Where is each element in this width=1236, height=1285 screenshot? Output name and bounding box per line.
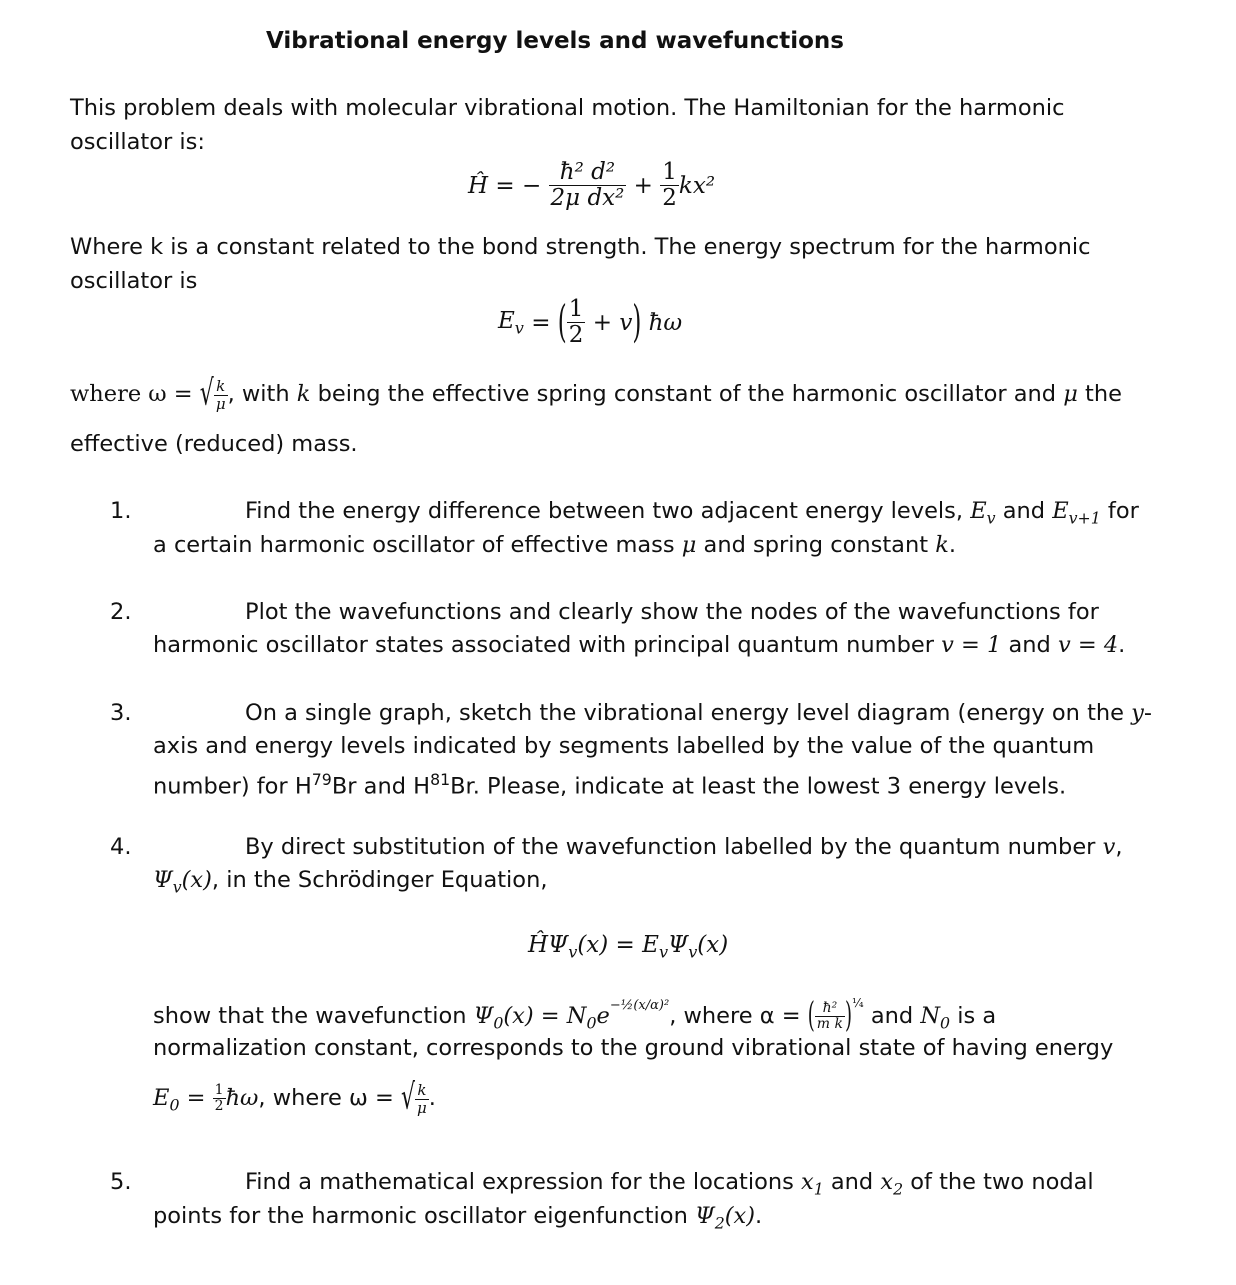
question-1-number: 1. — [110, 498, 132, 524]
hamiltonian-equation — [468, 160, 715, 212]
question-4-line-2: $\Psi_v(x)$, in the Schrödinger Equation, — [153, 867, 548, 897]
hamiltonian-frac2-den: 2 — [662, 185, 677, 212]
hamiltonian-tail: kx² — [678, 172, 716, 199]
question-2-number: 2. — [110, 599, 132, 625]
schrodinger-equation: $Ĥ\Psi_v(x) = E_v\Psi_v(x)$ — [528, 932, 729, 962]
energy-lhs: E — [498, 308, 515, 334]
hamiltonian-frac1-num: ħ² d² — [549, 160, 627, 186]
page-title: Vibrational energy levels and wavefunctions — [266, 28, 844, 54]
omega-end: the — [1077, 381, 1122, 407]
question-5-number: 5. — [110, 1169, 132, 1195]
omega-line-2: effective (reduced) mass. — [70, 431, 358, 457]
intro-line-2: oscillator is: — [70, 129, 205, 155]
question-3-line-3: number) for $H^{79}Br$ and $H^{81}Br$. Please, indicate at least the lowest 3 energy levels. — [153, 770, 1067, 800]
gaussian-exponent: −½(x/α)² — [609, 998, 670, 1013]
energy-equals: = — [531, 309, 551, 336]
question-4-e0-line: $E_0$ = $\frac{1}{2}$ ħω, where ω = √ $\frac{k}{\mu}$ . — [153, 1078, 436, 1119]
question-3-number: 3. — [110, 700, 132, 726]
spectrum-line-1: Where k is a constant related to the bond strength. The energy spectrum for the harmonic — [70, 234, 1091, 260]
question-4-line-1: By direct substitution of the wavefunction labelled by the quantum number v, — [245, 834, 1123, 860]
intro-line-1: This problem deals with molecular vibrational motion. The Hamiltonian for the harmonic — [70, 95, 1065, 121]
question-4-show-line: show that the wavefunction $\Psi_0(x) = N_0e^{-\frac{1}{2}(x/\alpha)^2}$, where α = ( $\frac{\text{ħ²}}{\text{m k}}$ )$^{\frac{1}{4}}$ and $N_0$ is a — [153, 995, 997, 1036]
question-1-line-2: a certain harmonic oscillator of effective mass μ and spring constant k. — [153, 532, 957, 558]
question-5-line-1: Find a mathematical expression for the locations $x_1$ and $x_2$ of the two nodal — [245, 1169, 1094, 1199]
omega-mu: μ — [215, 394, 226, 413]
omega-k: k — [214, 378, 228, 396]
question-3-line-1: On a single graph, sketch the vibrational energy level diagram (energy on the y- — [245, 700, 1152, 726]
omega-mid1: with — [234, 381, 297, 407]
question-4-number: 4. — [110, 834, 132, 860]
alpha-power: ¼ — [852, 996, 864, 1010]
spectrum-line-2: oscillator is — [70, 268, 198, 294]
question-2-line-2: harmonic oscillator states associated with principal quantum number v = 1 and v = 4. — [153, 632, 1126, 658]
hamiltonian-lhs: Ĥ = − — [468, 172, 542, 199]
question-5-line-2: points for the harmonic oscillator eigenfunction $\Psi_2(x)$. — [153, 1203, 763, 1233]
omega-mu-italic: μ — [1063, 381, 1078, 407]
omega-prefix: where ω = — [70, 381, 193, 407]
question-2-line-1: Plot the wavefunctions and clearly show the nodes of the wavefunctions for — [245, 599, 1099, 625]
alpha-den: m k — [816, 1016, 844, 1032]
hamiltonian-frac1-den: 2μ dx² — [550, 185, 625, 212]
hamiltonian-frac2-num: 1 — [662, 159, 677, 185]
omega-k-italic: k — [296, 381, 311, 407]
omega-definition: where ω = √ $\frac{k}{\mu}$ , with k being the effective spring constant of the harmonic oscillator and μ the — [70, 374, 1122, 415]
hamiltonian-plus: + — [633, 172, 653, 199]
omega-mid2: being the effective spring constant of the harmonic oscillator and — [310, 381, 1064, 407]
question-4-norm-line: normalization constant, corresponds to the ground vibrational state of having energy — [153, 1035, 1114, 1061]
alpha-num: ħ² — [815, 1001, 845, 1017]
omega-comma: , — [227, 381, 235, 407]
energy-frac-num: 1 — [568, 296, 584, 322]
energy-equation: $E_v$ = ( $\frac{1}{2}$ + v) ħω — [498, 296, 683, 349]
energy-plus-v: + v — [592, 309, 633, 336]
energy-tail: ħω — [648, 309, 683, 336]
energy-lhs-sub: v — [514, 318, 524, 338]
question-1-line-1: Find the energy difference between two adjacent energy levels, $E_v$ and $E_{v+1}$ for — [245, 498, 1139, 528]
question-3-line-2: axis and energy levels indicated by segments labelled by the value of the quantum — [153, 733, 1095, 759]
energy-frac-den: 2 — [568, 322, 584, 349]
